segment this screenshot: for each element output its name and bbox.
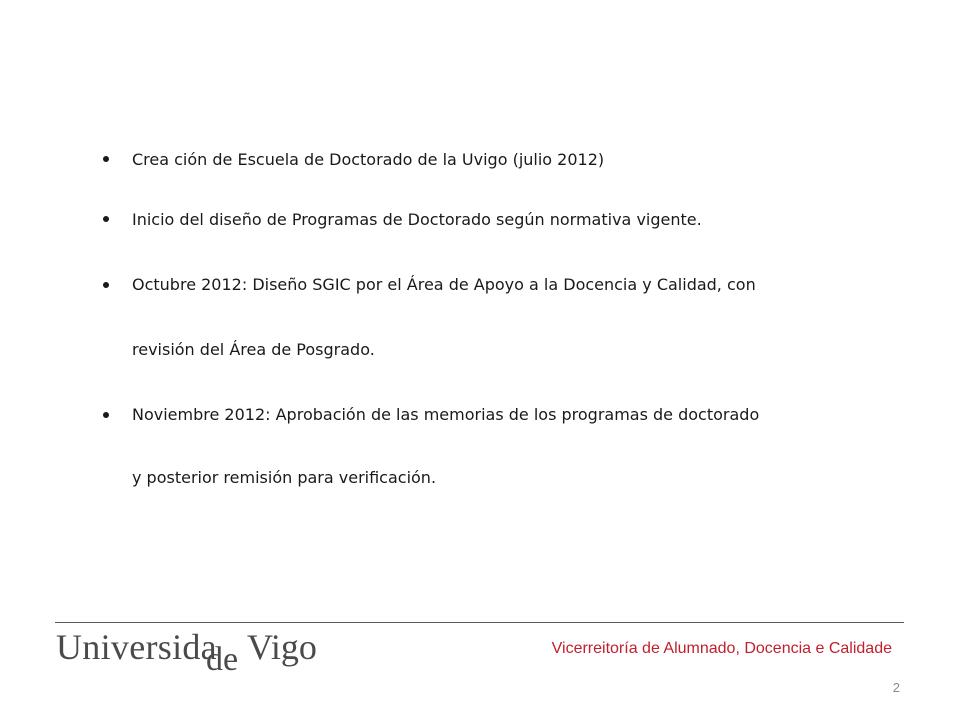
bullet-marker [103, 216, 109, 222]
bullet-text-continuation: y posterior remisión para verificación. [132, 468, 437, 487]
bullet-marker [103, 282, 109, 288]
logo-text-universida: Universida [56, 627, 217, 667]
logo-text-de: de [206, 641, 239, 678]
logo-text-vigo: Vigo [247, 627, 317, 667]
bullet-text-continuation: revisión del Área de Posgrado. [132, 340, 375, 359]
bullet-marker [103, 156, 109, 162]
bullet-text: Crea ción de Escuela de Doctorado de la Uvigo (julio 2012) [132, 150, 605, 169]
bullet-text: Octubre 2012: Diseño SGIC por el Área de Apoyo a la Docencia y Calidad, con [132, 275, 756, 294]
page-number: 2 [892, 680, 900, 695]
department-name: Vicerreitoría de Alumnado, Docencia e Calidade [551, 640, 892, 657]
bullet-marker [103, 412, 109, 418]
bullet-text: Inicio del diseño de Programas de Doctorado según normativa vigente. [132, 210, 702, 229]
footer-divider [55, 622, 904, 623]
bullet-text: Noviembre 2012: Aprobación de las memorias de los programas de doctorado [132, 405, 760, 424]
